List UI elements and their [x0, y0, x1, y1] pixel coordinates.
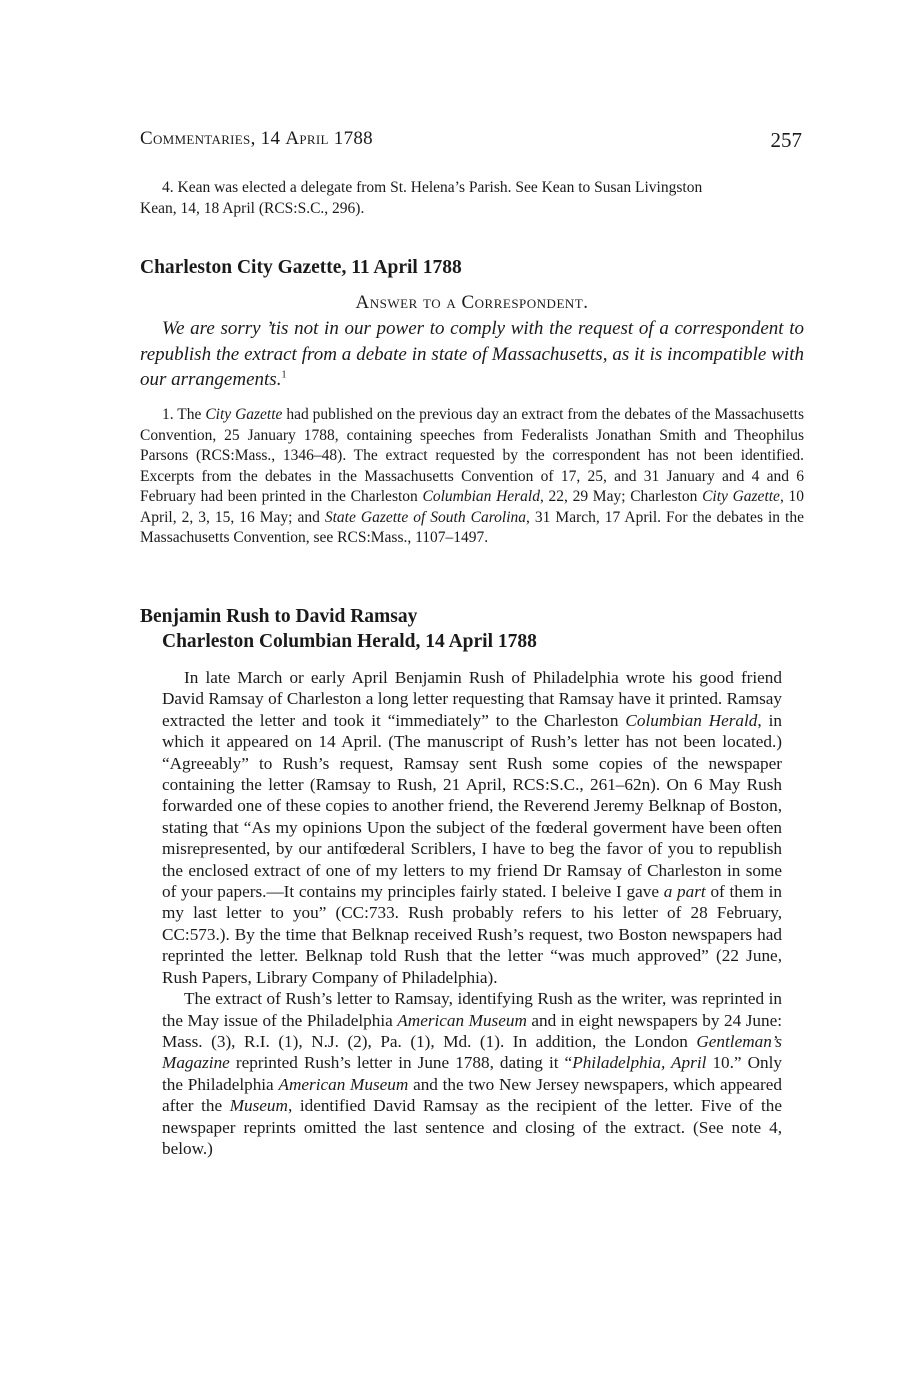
footnote-text: , 31 March, 17 April. For the debates in the Massachusetts Convention, see RCS:Mass., 1107–1497. — [140, 508, 804, 546]
footnote-4-line: 4. Kean was elected a delegate from St. Helena’s Parish. See Kean to Susan Livingston — [162, 179, 703, 196]
footnote-italic: Columbian Herald — [422, 488, 540, 505]
paragraph-italic: Columbian Herald — [625, 710, 758, 730]
section-heading: Benjamin Rush to David Ramsay — [140, 606, 418, 627]
gazette-notice — [140, 316, 804, 393]
paragraph-text: , in which it appeared on 14 April. (The manuscript of Rush’s letter has not been located.) “Agreeably” to Rush’s request, Ramsay sent Rush some copies of the newspaper containing the letter (Ramsay to Rush, 21 April, RCS:S.C., 261–62n). On 6 May Rush forwarded one of these copies to another friend, the Reverend Jeremy Belknap of Boston, stating that “As my opinions Upon the subject of the fœderal goverment have been often misrepresented, by our antifœderal Scriblers, I have to beg the favor of you to republish the enclosed extract of one of my letters to my friend Dr Ramsay of Charleston in some of your papers.—It contains my principles fairly stated. I beleive I gave — [162, 710, 782, 902]
page-number: 257 — [770, 128, 802, 152]
paragraph-italic: American Museum — [397, 1010, 527, 1030]
body-paragraphs — [162, 667, 782, 1159]
paragraph-text: , identified David Ramsay as the recipient of the letter. Five of the newspaper reprints omitted the last sentence and closing of the extract. (See note 4, below.) — [162, 1096, 782, 1158]
footnote-4-line: Kean, 14, 18 April (RCS:S.C., 296). — [140, 199, 365, 217]
section-subheading: Answer to a Correspondent. — [355, 292, 589, 313]
section-heading: Charleston City Gazette, 11 April 1788 — [140, 257, 462, 278]
paragraph-italic: American Museum — [278, 1074, 409, 1094]
paragraph-text: In late March or early April Benjamin Rush of Philadelphia wrote his good friend David Ramsay of Charleston a long letter requesting that Ramsay have it printed. Ramsay extracted the letter and took it “immediately” to the Charleston — [162, 668, 782, 730]
paragraph-italic: Museum — [229, 1096, 288, 1116]
paragraph-italic: Philadelphia, April — [572, 1053, 707, 1073]
footnote-text: 1. The — [162, 406, 206, 423]
paragraph-text: of them in my last letter to you” (CC:733. Rush probably refers to his letter of 28 February, CC:573.). By the time that Belknap received Rush’s request, two Boston newspapers had reprinted the letter. Belknap told Rush that the letter “was much approved” (22 June, Rush Papers, Library Company of Philadelphia). — [162, 882, 782, 987]
paragraph-text: The extract of Rush’s letter to Ramsay, identifying Rush as the writer, was reprinted in the May issue of the Philadelphia — [162, 989, 782, 1030]
paragraph-text: 10.” Only the Philadelphia — [162, 1053, 782, 1094]
gazette-notice-text: We are sorry ’tis not in our power to comply with the request of a correspondent to republish the extract from a debate in state of Massachusetts, as it is incompatible with our arrangements. — [140, 318, 804, 390]
paragraph-text: reprinted Rush’s letter in June 1788, dating it “ — [229, 1053, 573, 1073]
running-header-part: Commentaries — [140, 128, 251, 149]
footnote-italic: State Gazette of South Carolina — [324, 508, 527, 526]
paragraph-italic: Gentleman’s Magazine — [162, 1031, 782, 1073]
paragraph — [162, 667, 782, 988]
running-header-part: April — [285, 128, 329, 149]
running-header — [140, 128, 373, 150]
footnote-italic: City Gazette — [702, 488, 780, 505]
paragraph-italic: a part — [663, 882, 706, 902]
footnote-italic: City Gazette — [205, 406, 283, 423]
footnote-text: had published on the previous day an extract from the debates of the Massachusetts Convention, 25 January 1788, containing speeches from Federalists Jonathan Smith and Theophilus Parsons (RCS:Mass., 1346–48). The extract requested by the correspondent has not been identified. Excerpts from the debates in the Massachusetts Convention of 17, 25, and 31 January and 4 and 6 February had been printed in the Charleston — [140, 406, 804, 505]
footnote-text: , 10 April, 2, 3, 15, 16 May; and — [140, 488, 805, 526]
running-header-part: 1788 — [328, 128, 373, 149]
section-subheading: Charleston Columbian Herald, 14 April 1788 — [162, 631, 537, 652]
footnote-1 — [140, 405, 804, 549]
footnote-text: , 22, 29 May; Charleston — [539, 488, 703, 505]
running-header-part: , 14 — [250, 128, 286, 149]
paragraph-text: and in eight newspapers by 24 June: Mass. (3), R.I. (1), N.J. (2), Pa. (1), Md. (1). In addition, the London — [162, 1010, 782, 1051]
footnote-marker: 1 — [281, 369, 287, 381]
paragraph — [162, 988, 782, 1159]
footnote-4 — [140, 178, 804, 219]
paragraph-text: and the two New Jersey newspapers, which appeared after the — [162, 1074, 782, 1116]
